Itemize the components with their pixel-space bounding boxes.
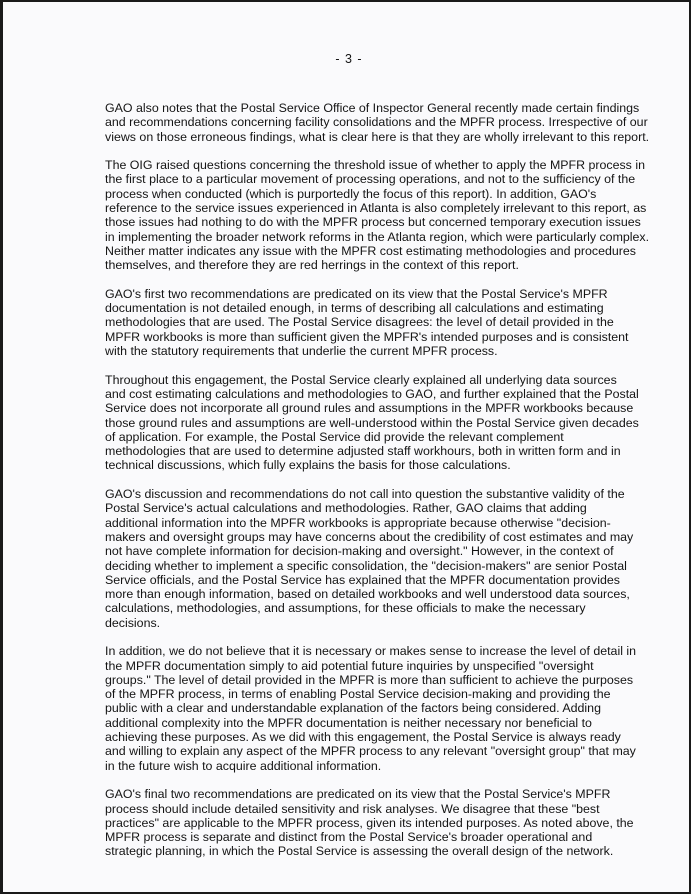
text-line: practices" are applicable to the MPFR process, given its intended purposes. As noted above, the <box>105 815 634 830</box>
text-line: Service does not incorporate all ground rules and assumptions in the MPFR workbooks because <box>105 401 634 416</box>
text-line: calculations, methodologies, and assumptions, for these officials to make the necessary <box>105 601 586 616</box>
text-line: views on those erroneous findings, what is clear here is that they are wholly irrelevant to this report. <box>105 129 650 144</box>
text-line: more than enough information, based on detailed workbooks and well understood data sources, <box>105 587 630 602</box>
text-line: MPFR workbooks is more than sufficient given the MPFR's intended purposes and is consistent <box>105 329 629 344</box>
text-line: not have complete information for decision-making and oversight." However, in the context of <box>105 544 614 559</box>
text-line: GAO also notes that the Postal Service Office of Inspector General recently made certain findings <box>105 101 640 115</box>
paragraph-first-recommendations <box>105 286 629 359</box>
text-line: in implementing the broader network reforms in the Atlanta region, which were particularly complex. <box>105 229 650 244</box>
text-line: those ground rules and assumptions are well-understood within the Postal Service given decades <box>105 415 639 430</box>
text-line: decisions. <box>105 615 161 630</box>
text-line: the first place to a particular movement of processing operations, and not to the sufficiency of the <box>105 172 636 187</box>
text-line: reference to the service issues experienced in Atlanta is also completely irrelevant to this report, as <box>105 201 647 216</box>
document-body <box>105 101 650 873</box>
text-line: process when conducted (which is purportedly the focus of this report). In addition, GAO's <box>105 186 597 201</box>
text-line: Neither matter indicates any issue with the MPFR cost estimating methodologies and procedures <box>105 243 636 258</box>
text-line: Throughout this engagement, the Postal Service clearly explained all underlying data sources <box>105 372 617 387</box>
text-line: additional information into the MPFR workbooks is appropriate because otherwise "decision- <box>105 515 611 530</box>
text-line: GAO's first two recommendations are predicated on its view that the Postal Service's MPFR <box>105 286 608 301</box>
paragraph-oig-findings <box>105 101 650 144</box>
text-line: In addition, we do not believe that it is necessary or makes sense to increase the level of detail in <box>105 644 637 659</box>
text-line: deciding whether to implement a specific consolidation, the "decision-makers" are senior Postal <box>105 558 627 573</box>
text-line: achieving these purposes. As we did with this engagement, the Postal Service is always ready <box>105 730 621 745</box>
text-line: groups." The level of detail provided in the MPFR is more than sufficient to achieve the purposes <box>105 672 634 687</box>
text-line: themselves, and therefore they are red herrings in the context of this report. <box>105 258 519 273</box>
paragraph-engagement <box>105 372 639 473</box>
text-line: the MPFR documentation simply to aid potential future inquiries by unspecified "oversight <box>105 658 594 673</box>
text-line: additional complexity into the MPFR documentation is neither necessary nor beneficial to <box>105 715 592 730</box>
paragraph-oig-questions <box>105 158 650 273</box>
text-line: those issues had nothing to do with the MPFR process but concerned temporary execution issues <box>105 215 641 230</box>
paragraph-oversight-groups <box>105 644 637 773</box>
text-line: Postal Service's actual calculations and methodologies. Rather, GAO claims that adding <box>105 501 587 516</box>
text-line: of application. For example, the Postal Service did provide the relevant complement <box>105 429 564 444</box>
text-line: in the future wish to acquire additional information. <box>105 758 382 773</box>
page-number: - 3 - <box>335 52 363 66</box>
text-line: GAO's final two recommendations are predicated on its view that the Postal Service's MPFR <box>105 787 611 802</box>
text-line: methodologies that are used to determine adjusted staff workhours, both in written form and in <box>105 444 621 459</box>
text-line: The OIG raised questions concerning the threshold issue of whether to apply the MPFR process in <box>105 158 645 173</box>
text-line: GAO's discussion and recommendations do not call into question the substantive validity of the <box>105 487 625 502</box>
text-line: Service officials, and the Postal Service has explained that the MPFR documentation provides <box>105 572 620 587</box>
text-line: technical discussions, which fully explains the basis for those calculations. <box>105 458 511 473</box>
text-line: and cost estimating calculations and methodologies to GAO, and further explained that the Postal <box>105 386 639 401</box>
text-line: public with a clear and understandable explanation of the factors being considered. Adding <box>105 701 601 716</box>
text-line: with the statutory requirements that underlie the current MPFR process. <box>105 344 498 359</box>
text-line: methodologies that are used. The Postal Service disagrees: the level of detail provided in the <box>105 315 614 330</box>
text-line: process should include detailed sensitivity and risk analyses. We disagree that these "best <box>105 801 600 816</box>
text-line: strategic planning, in which the Postal Service is assessing the overall design of the network. <box>105 844 614 859</box>
text-line: and recommendations concerning facility consolidations and the MPFR process. Irrespective of our <box>105 115 648 130</box>
text-line: documentation is not detailed enough, in terms of describing all calculations and estimating <box>105 301 604 316</box>
text-line: makers and oversight groups may have concerns about the credibility of cost estimates and may <box>105 529 634 544</box>
text-line: of the MPFR process, in terms of enabling Postal Service decision-making and providing the <box>105 687 611 702</box>
text-line: MPFR process is separate and distinct from the Postal Service's broader operational and <box>105 830 593 845</box>
paragraph-final-recommendations <box>105 787 634 859</box>
paragraph-gao-discussion <box>105 487 634 630</box>
text-line: and willing to explain any aspect of the MPFR process to any relevant "oversight group" that may <box>105 744 636 759</box>
